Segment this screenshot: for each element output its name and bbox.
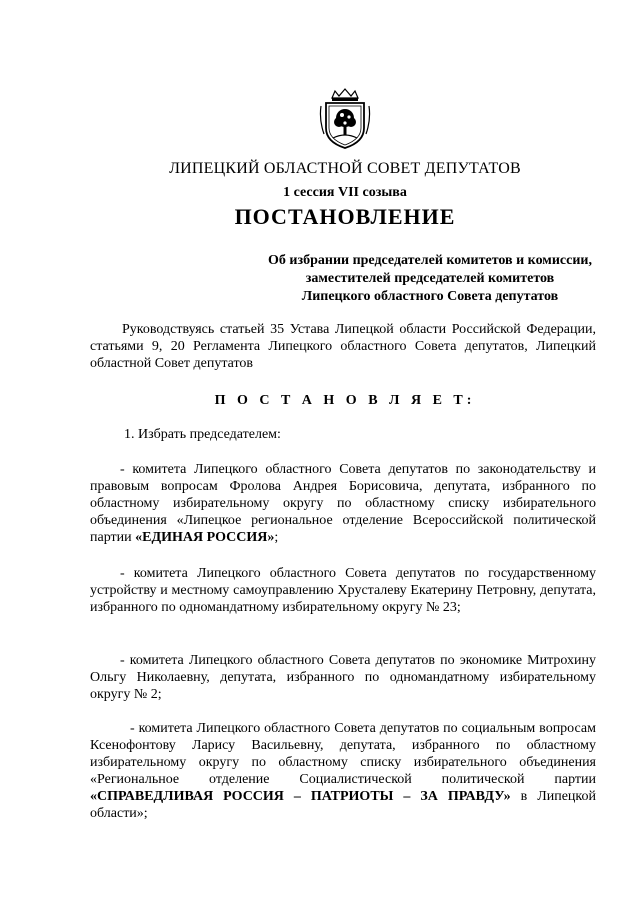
subject-line: Об избрании председателей комитетов и комиссии, bbox=[268, 253, 592, 268]
list-item bbox=[90, 720, 596, 822]
preamble-paragraph: Руководствуясь статьей 35 Устава Липецкой области Российской Федерации, статьями 9, 20 Регламента Липецкого областного Совета депутатов, Липецкий областной Совет депутатов bbox=[90, 322, 596, 371]
subject-line: Липецкого областного Совета депутатов bbox=[301, 289, 559, 304]
party-name: «СПРАВЕДЛИВАЯ РОССИЯ – ПАТРИОТЫ – ЗА ПРАВДУ» bbox=[90, 789, 511, 804]
list-item bbox=[90, 461, 596, 546]
list-item: - комитета Липецкого областного Совета депутатов по экономике Митрохину Ольгу Николаевну, депутата, избранного по одномандатному избирательному округу № 2; bbox=[90, 653, 596, 702]
entry-tail: ; bbox=[274, 530, 279, 545]
entry-text: - комитета Липецкого областного Совета депутатов по законодательству и правовым вопросам Фролова Андрея Борисовича, депутата, избранного по областному избирательному округу по областному списку избирательного объединения «Липецкое региональное отделение Всероссийской политической партии bbox=[90, 462, 596, 545]
entry-tail: в Липецкой области»; bbox=[90, 789, 596, 821]
session-label: 1 сессия VII созыва bbox=[283, 185, 407, 200]
organization-name: ЛИПЕЦКИЙ ОБЛАСТНОЙ СОВЕТ ДЕПУТАТОВ bbox=[169, 160, 521, 177]
decree-heading: П О С Т А Н О В Л Я Е Т: bbox=[214, 393, 476, 408]
list-item: - комитета Липецкого областного Совета депутатов по государственному устройству и местному самоуправлению Хрусталеву Екатерину Петровну, депутата, избранного по одномандатному избирательному округу № 23; bbox=[90, 566, 596, 615]
entry-text: - комитета Липецкого областного Совета депутатов по социальным вопросам Ксенофонтову Ларису Васильевну, депутата, избранного по областному избирательному округу по областному списку избирательного объединения «Региональное отделение Социалистической политической партии bbox=[90, 721, 596, 787]
document-title: ПОСТАНОВЛЕНИЕ bbox=[234, 204, 456, 229]
subject-line: заместителей председателей комитетов bbox=[305, 271, 555, 286]
party-name: «ЕДИНАЯ РОССИЯ» bbox=[135, 530, 275, 545]
list-item-heading: 1. Избрать председателем: bbox=[124, 427, 281, 442]
document-subject bbox=[160, 252, 640, 306]
coat-of-arms-icon bbox=[318, 88, 372, 150]
